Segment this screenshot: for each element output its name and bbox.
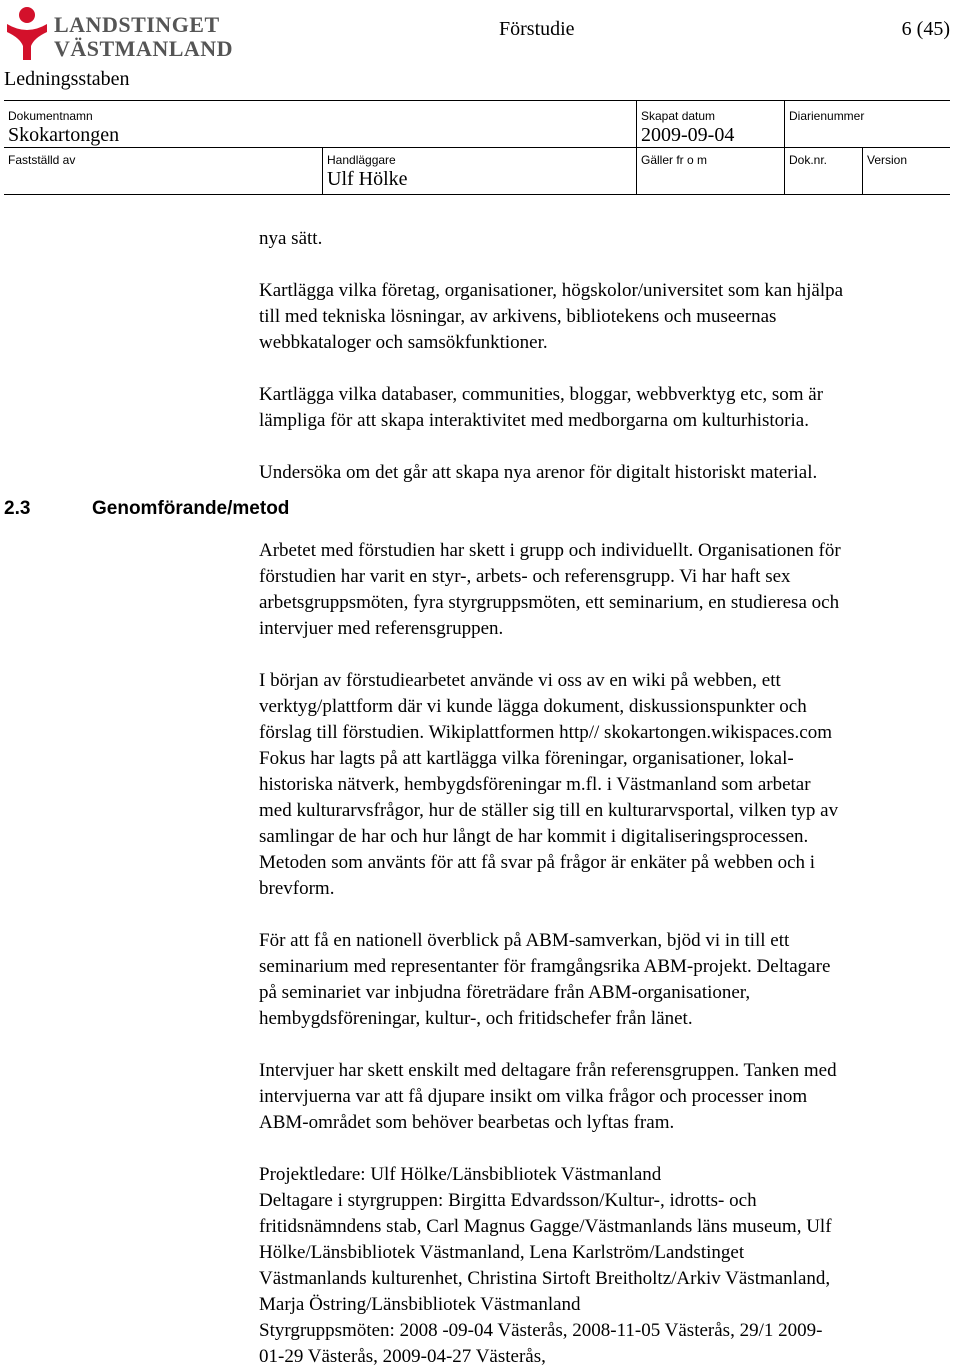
paragraph-line: intervjuer med referensgruppen.: [259, 618, 504, 639]
paragraph-gap: [259, 1032, 959, 1058]
paragraph-gap: [259, 356, 959, 382]
paragraph-line: Fokus har lagts på att kartlägga vilka föreningar, organisationer, lokal-: [259, 748, 794, 769]
paragraph-line: Metoden som använts för att få svar på frågor är enkäter på webben och i: [259, 852, 816, 873]
paragraph-gap: [259, 1136, 959, 1162]
galler-label: Gäller fr o m: [641, 153, 708, 167]
handlaggare-value: Ulf Hölke: [327, 168, 408, 190]
paragraph-line: Kartlägga vilka databaser, communities, bloggar, webbverktyg etc, som är: [259, 384, 824, 405]
paragraph: [259, 278, 959, 356]
paragraph-line: arbetsgruppsmöten, fyra styrgruppsmöten, ett seminarium, en studieresa och: [259, 592, 840, 613]
paragraph: [259, 538, 959, 642]
paragraph-line: förstudien har varit en styr-, arbets- och referensgrupp. Vi har haft sex: [259, 566, 791, 587]
logo-figure-icon: [4, 6, 50, 60]
paragraph-line: ABM-området som behöver bearbetas och lyftas fram.: [259, 1112, 675, 1133]
page-number: 6 (45): [901, 18, 950, 40]
paragraph-gap: [259, 434, 959, 460]
paragraph-line: Hölke/Länsbibliotek Västmanland, Lena Karlström/Landstinget: [259, 1242, 745, 1263]
cell-galler: [636, 147, 785, 194]
paragraph: [259, 1162, 959, 1370]
paragraph-line: med kulturarvsfrågor, hur de ställer sig till en kulturarvsportal, vilken typ av: [259, 800, 839, 821]
paragraph-gap: [259, 512, 959, 538]
paragraph-line: på seminariet var inbjudna företrädare från ABM-organisationer,: [259, 982, 751, 1003]
section-number: 2.3: [4, 498, 31, 519]
paragraph-gap: [259, 486, 959, 512]
paragraph-line: Arbetet med förstudien har skett i grupp och individuellt. Organisationen för: [259, 540, 841, 561]
paragraph: [259, 226, 959, 252]
paragraph-line: Projektledare: Ulf Hölke/Länsbibliotek Västmanland: [259, 1164, 662, 1185]
paragraph-line: webbkataloger och samsökfunktioner.: [259, 332, 548, 353]
paragraph: [259, 668, 959, 902]
paragraph: [259, 460, 959, 486]
dokumentnamn-value: Skokartongen: [8, 124, 120, 146]
paragraph: [259, 928, 959, 1032]
section-title: Genomförande/metod: [92, 498, 290, 519]
metadata-table: [4, 100, 950, 195]
paragraph-line: förslag till förstudien. Wikiplattformen http// skokartongen.wikispaces.com: [259, 722, 832, 743]
paragraph-line: Marja Östring/Länsbibliotek Västmanland: [259, 1294, 581, 1315]
version-label: Version: [867, 153, 908, 167]
handlaggare-label: Handläggare: [327, 153, 396, 167]
skapat-datum-value: 2009-09-04: [641, 124, 735, 146]
cell-faststallt-av: [4, 147, 322, 194]
paragraph-line: historiska nätverk, hembygdsföreningar m.fl. i Västmanland som arbetar: [259, 774, 811, 795]
paragraph-line: Undersöka om det går att skapa nya arenor för digitalt historiskt material.: [259, 462, 818, 483]
skapat-datum-label: Skapat datum: [641, 109, 716, 123]
paragraph: [259, 1058, 959, 1136]
paragraph-line: Västmanlands kulturenhet, Christina Sirtoft Breitholtz/Arkiv Västmanland,: [259, 1268, 831, 1289]
paragraph-line: Kartlägga vilka företag, organisationer, högskolor/universitet som kan hjälpa: [259, 280, 844, 301]
cell-dokumentnamn: [4, 101, 636, 147]
logo-line2: VÄSTMANLAND: [54, 36, 234, 61]
faststallt-av-label: Fastställd av: [8, 153, 76, 167]
cell-doknr: [784, 147, 863, 194]
paragraph-line: till med tekniska lösningar, av arkivens, bibliotekens och museernas: [259, 306, 777, 327]
department: Ledningsstaben: [4, 68, 130, 90]
paragraph-gap: [259, 642, 959, 668]
body-text: [259, 226, 959, 1370]
dokumentnamn-label: Dokumentnamn: [8, 109, 93, 123]
cell-diarienummer: [784, 101, 951, 147]
logo-line1: LANDSTINGET: [54, 12, 220, 37]
cell-handlaggare: [322, 147, 637, 194]
cell-version: [862, 147, 951, 194]
paragraph-gap: [259, 252, 959, 278]
paragraph-line: För att få en nationell överblick på ABM-samverkan, bjöd vi in till ett: [259, 930, 790, 951]
paragraph-line: lämpliga för att skapa interaktivitet med medborgarna om kulturhistoria.: [259, 410, 809, 431]
paragraph-line: hembygdsföreningar, kultur-, och fritidschefer från länet.: [259, 1008, 693, 1029]
section-heading: [4, 498, 289, 520]
paragraph-line: Deltagare i styrgruppen: Birgitta Edvardsson/Kultur-, idrotts- och: [259, 1190, 757, 1211]
paragraph-line: Intervjuer har skett enskilt med deltagare från referensgruppen. Tanken med: [259, 1060, 837, 1081]
paragraph-line: 01-29 Västerås, 2009-04-27 Västerås,: [259, 1346, 546, 1367]
paragraph-line: I början av förstudiearbetet använde vi oss av en wiki på webben, ett: [259, 670, 781, 691]
paragraph-line: brevform.: [259, 878, 335, 899]
paragraph-line: Styrgruppsmöten: 2008 -09-04 Västerås, 2008-11-05 Västerås, 29/1 2009-: [259, 1320, 823, 1341]
paragraph: [259, 382, 959, 434]
paragraph-gap: [259, 902, 959, 928]
doknr-label: Dok.nr.: [789, 153, 828, 167]
diarienummer-label: Diarienummer: [789, 109, 865, 123]
paragraph-line: samlingar de har och hur långt de har kommit i digitaliseringsprocessen.: [259, 826, 809, 847]
document-title: Förstudie: [499, 18, 575, 40]
paragraph-line: seminarium med representanter för framgångsrika ABM-projekt. Deltagare: [259, 956, 831, 977]
paragraph-line: nya sätt.: [259, 228, 323, 249]
paragraph-line: verktyg/plattform där vi kunde lägga dokument, diskussionspunkter och: [259, 696, 807, 717]
paragraph-line: intervjuerna var att få djupare insikt om vilka frågor och processer inom: [259, 1086, 808, 1107]
cell-skapat-datum: [636, 101, 785, 147]
paragraph-line: fritidsnämndens stab, Carl Magnus Gagge/Västmanlands läns museum, Ulf: [259, 1216, 832, 1237]
landstinget-logo: [4, 6, 234, 61]
